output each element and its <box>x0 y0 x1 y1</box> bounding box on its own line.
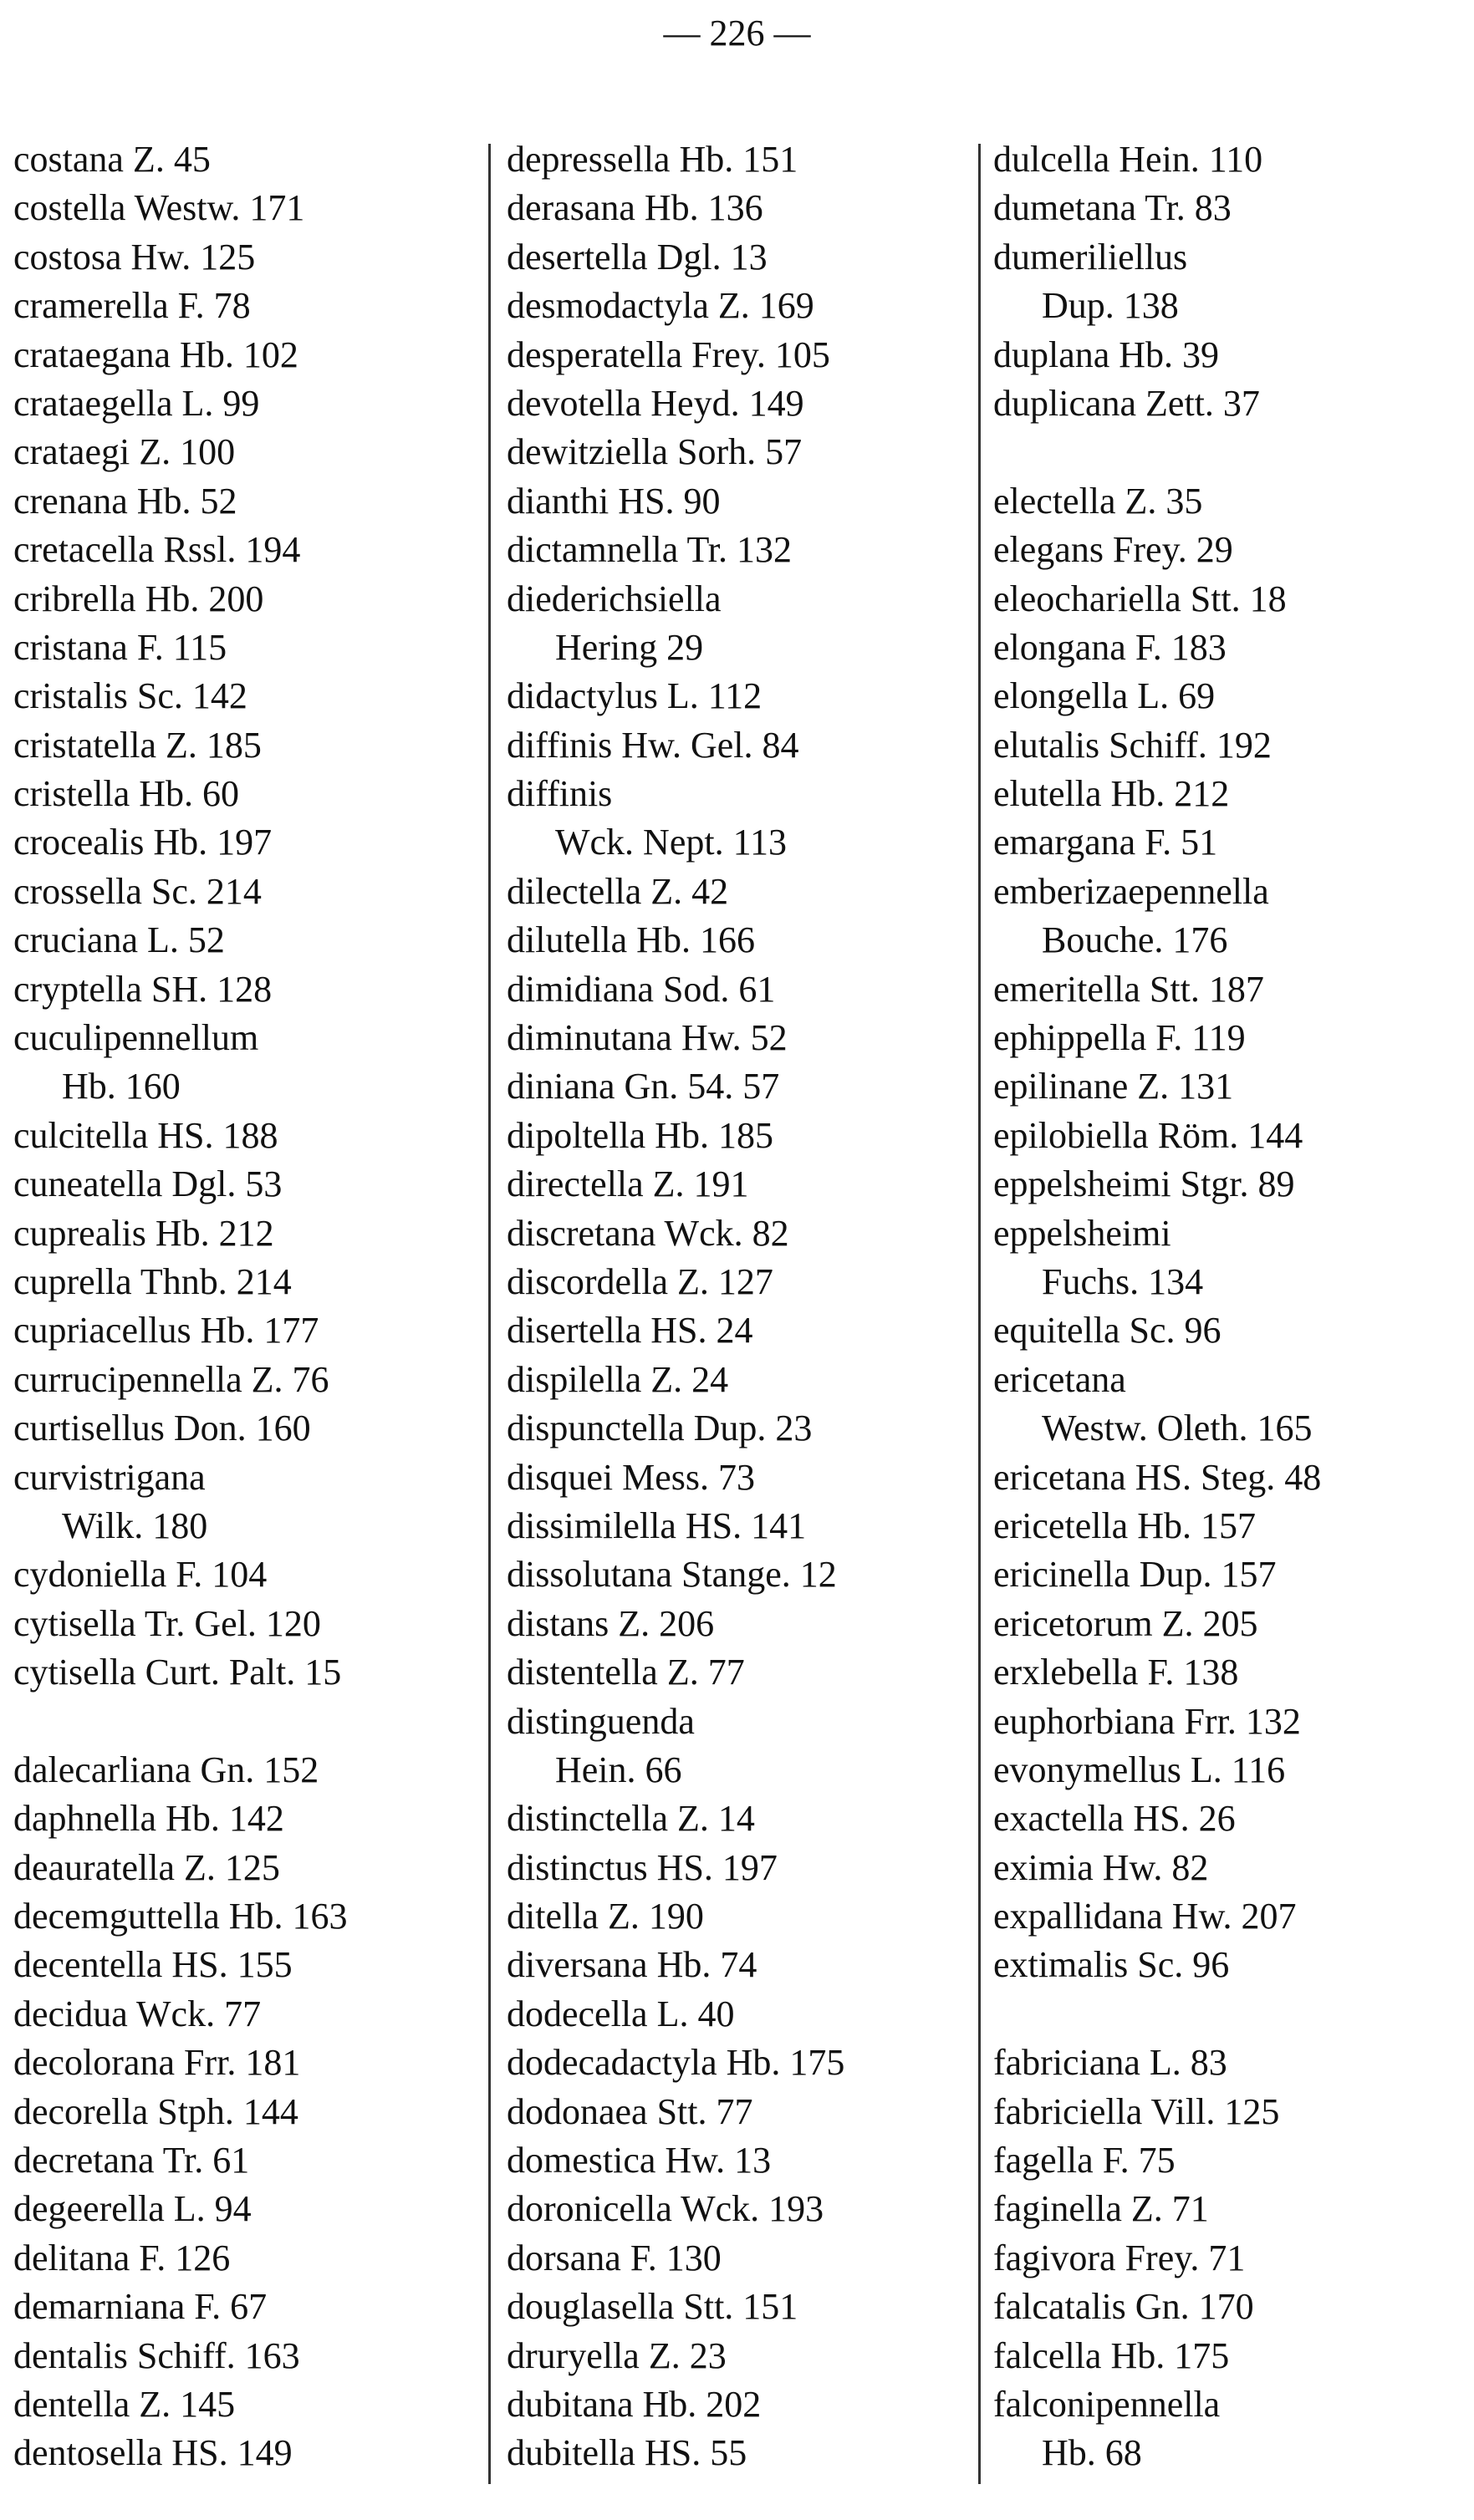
index-entry: dictamnella Tr. 132 <box>507 529 792 571</box>
index-entry: domestica Hw. 13 <box>507 2140 772 2181</box>
index-entry: diffinis Hw. Gel. 84 <box>507 724 799 766</box>
index-entry: equitella Sc. 96 <box>993 1310 1222 1352</box>
index-entry: cristella Hb. 60 <box>13 773 240 815</box>
index-entry: crataegana Hb. 102 <box>13 333 298 375</box>
index-entry: elegans Frey. 29 <box>993 529 1233 571</box>
index-entry: diniana Gn. 54. 57 <box>507 1066 780 1107</box>
index-entry: desperatella Frey. 105 <box>507 333 830 375</box>
index-entry: extimalis Sc. 96 <box>993 1944 1230 1986</box>
index-entry: didactylus L. 112 <box>507 675 763 717</box>
index-entry: Hering 29 <box>555 626 704 668</box>
index-entry: diederichsiella <box>507 578 722 619</box>
index-entry: dentalis Schiff. 163 <box>13 2334 300 2376</box>
index-entry: diversana Hb. 74 <box>507 1944 757 1986</box>
index-entry: disquei Mess. 73 <box>507 1456 755 1498</box>
index-entry: dissolutana Stange. 12 <box>507 1554 837 1596</box>
index-entry: doronicella Wck. 193 <box>507 2188 824 2230</box>
index-entry: fagivora Frey. 71 <box>993 2237 1246 2278</box>
index-entry: cristana F. 115 <box>13 626 227 668</box>
index-entry: exactella HS. 26 <box>993 1798 1236 1840</box>
index-entry: elutalis Schiff. 192 <box>993 724 1272 766</box>
index-entry: cytisella Tr. Gel. 120 <box>13 1602 321 1644</box>
index-entry: cristatella Z. 185 <box>13 724 262 766</box>
index-entry: decorella Stph. 144 <box>13 2090 298 2132</box>
index-entry: druryella Z. 23 <box>507 2334 727 2376</box>
index-entry: ericetana HS. Steg. 48 <box>993 1456 1322 1498</box>
index-column-1 <box>13 135 478 2478</box>
index-entry: degeerella L. 94 <box>13 2188 252 2230</box>
index-entry: ephippella F. 119 <box>993 1017 1246 1059</box>
index-entry: dulcella Hein. 110 <box>993 139 1263 180</box>
blank-line <box>993 428 1470 476</box>
index-entry: erxlebella F. 138 <box>993 1652 1239 1693</box>
index-entry: elutella Hb. 212 <box>993 773 1230 815</box>
index-entry: cretacella Rssl. 194 <box>13 529 301 571</box>
index-entry: epilobiella Röm. 144 <box>993 1114 1303 1156</box>
index-entry: Wilk. 180 <box>62 1504 208 1546</box>
index-entry: euphorbiana Frr. 132 <box>993 1700 1301 1742</box>
index-entry: ericetorum Z. 205 <box>993 1602 1258 1644</box>
index-entry: dipoltella Hb. 185 <box>507 1114 773 1156</box>
index-entry: crataegi Z. 100 <box>13 431 236 473</box>
index-entry: dentella Z. 145 <box>13 2383 236 2425</box>
index-entry: expallidana Hw. 207 <box>993 1896 1297 1937</box>
index-entry: crataegella L. 99 <box>13 382 260 424</box>
index-entry: Hb. 160 <box>62 1066 181 1107</box>
index-entry: costosa Hw. 125 <box>13 236 256 277</box>
index-entry: disertella HS. 24 <box>507 1310 753 1352</box>
index-entry: Bouche. 176 <box>1042 919 1228 961</box>
index-entry: dilutella Hb. 166 <box>507 919 755 961</box>
page-number: — 226 — <box>663 13 811 53</box>
index-entry: decolorana Frr. 181 <box>13 2042 301 2084</box>
index-entry: daphnella Hb. 142 <box>13 1798 284 1840</box>
index-entry: dianthi HS. 90 <box>507 480 721 522</box>
index-entry: distentella Z. 77 <box>507 1652 745 1693</box>
index-entry: Wck. Nept. 113 <box>555 822 787 863</box>
index-entry: decentella HS. 155 <box>13 1944 293 1986</box>
index-entry: Fuchs. 134 <box>1042 1260 1204 1302</box>
index-entry: distans Z. 206 <box>507 1602 715 1644</box>
index-entry: dodecella L. 40 <box>507 1993 735 2034</box>
index-entry: elongella L. 69 <box>993 675 1216 717</box>
index-entry: decidua Wck. 77 <box>13 1993 262 2034</box>
index-entry: crossella Sc. 214 <box>13 870 262 912</box>
index-entry: cuprealis Hb. 212 <box>13 1212 274 1254</box>
blank-line <box>13 1698 478 1746</box>
index-entry: cramerella F. 78 <box>13 285 251 327</box>
index-entry: cryptella SH. 128 <box>13 968 273 1010</box>
index-entry: fabriciella Vill. 125 <box>993 2090 1280 2132</box>
index-entry: dumeriliellus <box>993 236 1188 277</box>
index-entry: costana Z. 45 <box>13 139 211 180</box>
index-entry: eleochariella Stt. 18 <box>993 578 1287 619</box>
index-entry: cuneatella Dgl. 53 <box>13 1163 283 1205</box>
index-entry: cribrella Hb. 200 <box>13 578 264 619</box>
index-entry: costella Westw. 171 <box>13 187 305 229</box>
index-entry: cupriacellus Hb. 177 <box>13 1310 319 1352</box>
index-entry: dumetana Tr. 83 <box>993 187 1232 229</box>
index-entry: deauratella Z. 125 <box>13 1846 280 1888</box>
index-entry: dorsana F. 130 <box>507 2237 722 2278</box>
index-entry: falcella Hb. 175 <box>993 2334 1230 2376</box>
index-entry: crocealis Hb. 197 <box>13 822 273 863</box>
index-entry: dilectella Z. 42 <box>507 870 729 912</box>
index-entry: discordella Z. 127 <box>507 1260 773 1302</box>
index-entry: Hb. 68 <box>1042 2432 1142 2474</box>
index-entry: falconipennella <box>993 2383 1221 2425</box>
index-entry: cruciana L. 52 <box>13 919 225 961</box>
index-entry: duplana Hb. 39 <box>993 333 1220 375</box>
index-column-2 <box>507 135 972 2478</box>
index-entry: duplicana Zett. 37 <box>993 382 1260 424</box>
index-entry: emargana F. 51 <box>993 822 1218 863</box>
index-entry: dubitella HS. 55 <box>507 2432 747 2474</box>
index-entry: diffinis <box>507 773 613 815</box>
index-entry: eppelsheimi Stgr. 89 <box>993 1163 1295 1205</box>
index-entry: emeritella Stt. 187 <box>993 968 1264 1010</box>
index-entry: curvistrigana <box>13 1456 206 1498</box>
index-column-3 <box>993 135 1470 2478</box>
index-entry: culcitella HS. 188 <box>13 1114 278 1156</box>
index-entry: delitana F. 126 <box>13 2237 231 2278</box>
index-entry: falcatalis Gn. 170 <box>993 2286 1254 2328</box>
index-entry: dodecadactyla Hb. 175 <box>507 2042 845 2084</box>
index-entry: dispunctella Dup. 23 <box>507 1408 813 1449</box>
index-entry: desertella Dgl. 13 <box>507 236 768 277</box>
index-entry: dewitziella Sorh. 57 <box>507 431 803 473</box>
index-entry: decretana Tr. 61 <box>13 2140 250 2181</box>
index-entry: dodonaea Stt. 77 <box>507 2090 753 2132</box>
index-entry: distinctus HS. 197 <box>507 1846 778 1888</box>
index-entry: derasana Hb. 136 <box>507 187 763 229</box>
index-entry: Westw. Oleth. 165 <box>1042 1408 1313 1449</box>
index-entry: directella Z. 191 <box>507 1163 749 1205</box>
index-entry: ditella Z. 190 <box>507 1896 704 1937</box>
index-entry: distinguenda <box>507 1700 695 1742</box>
index-entry: evonymellus L. 116 <box>993 1749 1286 1790</box>
index-entry: faginella Z. 71 <box>993 2188 1209 2230</box>
index-entry: dalecarliana Gn. 152 <box>13 1749 319 1790</box>
index-entry: currucipennella Z. 76 <box>13 1358 329 1400</box>
index-entry: discretana Wck. 82 <box>507 1212 789 1254</box>
index-entry: desmodactyla Z. 169 <box>507 285 814 327</box>
index-entry: dentosella HS. 149 <box>13 2432 293 2474</box>
index-entry: diminutana Hw. 52 <box>507 1017 788 1059</box>
index-entry: dubitana Hb. 202 <box>507 2383 762 2425</box>
index-entry: cristalis Sc. 142 <box>13 675 247 717</box>
index-entry: ericetella Hb. 157 <box>993 1504 1256 1546</box>
index-entry: cuculipennellum <box>13 1017 259 1059</box>
index-entry: demarniana F. 67 <box>13 2286 268 2328</box>
index-entry: Hein. 66 <box>555 1749 682 1790</box>
column-divider-left <box>488 144 491 2484</box>
index-entry: dissimilella HS. 141 <box>507 1504 807 1546</box>
index-entry: fagella F. 75 <box>993 2140 1176 2181</box>
index-entry: eximia Hw. 82 <box>993 1846 1209 1888</box>
blank-line <box>993 1990 1470 2039</box>
column-divider-right <box>978 144 981 2484</box>
index-entry: emberizaepennella <box>993 870 1269 912</box>
index-entry: eppelsheimi <box>993 1212 1171 1254</box>
index-entry: crenana Hb. 52 <box>13 480 237 522</box>
index-entry: dispilella Z. 24 <box>507 1358 729 1400</box>
index-entry: decemguttella Hb. 163 <box>13 1896 348 1937</box>
index-entry: cuprella Thnb. 214 <box>13 1260 292 1302</box>
index-entry: cytisella Curt. Palt. 15 <box>13 1652 342 1693</box>
index-entry: curtisellus Don. 160 <box>13 1408 311 1449</box>
index-entry: elongana F. 183 <box>993 626 1227 668</box>
index-entry: Dup. 138 <box>1042 285 1179 327</box>
index-entry: douglasella Stt. 151 <box>507 2286 798 2328</box>
index-entry: depressella Hb. 151 <box>507 139 798 180</box>
index-entry: cydoniella F. 104 <box>13 1554 268 1596</box>
index-entry: electella Z. 35 <box>993 480 1203 522</box>
index-entry: ericinella Dup. 157 <box>993 1554 1277 1596</box>
index-entry: epilinane Z. 131 <box>993 1066 1234 1107</box>
index-entry: devotella Heyd. 149 <box>507 382 804 424</box>
index-entry: ericetana <box>993 1358 1126 1400</box>
index-entry: dimidiana Sod. 61 <box>507 968 776 1010</box>
index-entry: distinctella Z. 14 <box>507 1798 755 1840</box>
index-entry: fabriciana L. 83 <box>993 2042 1227 2084</box>
